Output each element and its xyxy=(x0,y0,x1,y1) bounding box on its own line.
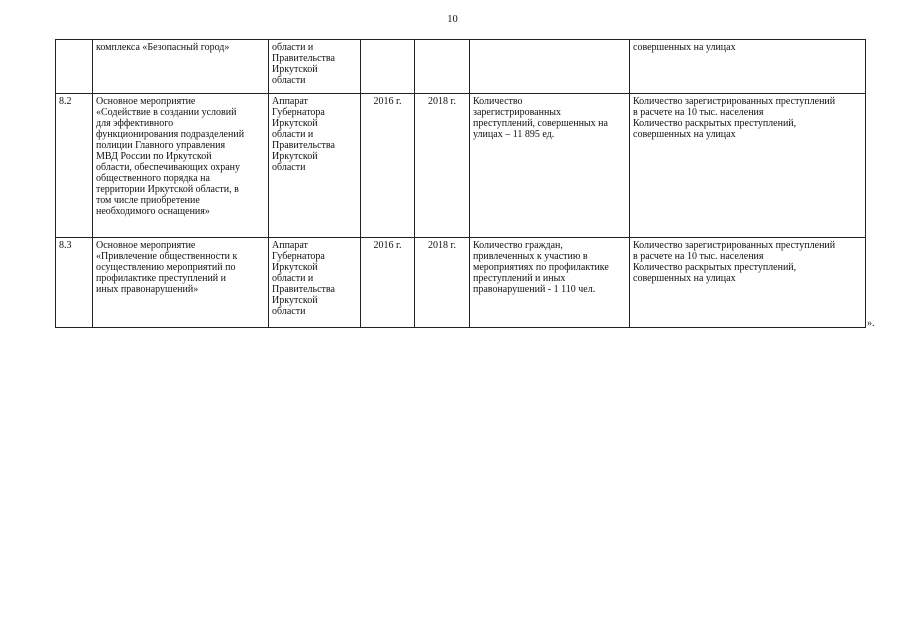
table-row xyxy=(56,94,866,238)
target-indicator-cell: Количество зарегистрированных преступлений в расчете на 10 тыс. населения Количество раскрытых преступлений, совершенных на улицах xyxy=(630,94,866,238)
measure-name-cell: Основное мероприятие «Содействие в создании условий для эффективного функционирования подразделений полиции Главного управления МВД России по Иркутской области, обеспечивающих охрану общественного порядка на территории Иркутской области, в том числе приобретение необходимого оснащения» xyxy=(93,94,269,238)
page-number: 10 xyxy=(447,14,458,25)
table-row xyxy=(56,40,866,94)
indicator-cell: Количество зарегистрированных преступлений, совершенных на улицах – 11 895 ед. xyxy=(470,94,630,238)
table-row xyxy=(56,238,866,328)
executor-cell: области и Правительства Иркутской области xyxy=(269,40,361,94)
row-number-cell: 8.2 xyxy=(56,94,93,238)
row-number-cell xyxy=(56,40,93,94)
start-year-cell: 2016 г. xyxy=(361,238,415,328)
start-year-cell xyxy=(361,40,415,94)
target-indicator-cell: Количество зарегистрированных преступлений в расчете на 10 тыс. населения Количество раскрытых преступлений, совершенных на улицах xyxy=(630,238,866,328)
program-table xyxy=(55,39,866,328)
executor-cell: Аппарат Губернатора Иркутской области и Правительства Иркутской области xyxy=(269,94,361,238)
end-year-cell: 2018 г. xyxy=(415,94,470,238)
executor-cell: Аппарат Губернатора Иркутской области и Правительства Иркутской области xyxy=(269,238,361,328)
target-indicator-cell: совершенных на улицах xyxy=(630,40,866,94)
measure-name-cell: комплекса «Безопасный город» xyxy=(93,40,269,94)
measure-name-cell: Основное мероприятие «Привлечение общественности к осуществлению мероприятий по профилактике преступлений и иных правонарушений» xyxy=(93,238,269,328)
indicator-cell: Количество граждан, привлеченных к участию в мероприятиях по профилактике преступлений и иных правонарушений - 1 110 чел. xyxy=(470,238,630,328)
start-year-cell: 2016 г. xyxy=(361,94,415,238)
row-number-cell: 8.3 xyxy=(56,238,93,328)
end-year-cell: 2018 г. xyxy=(415,238,470,328)
closing-quote: ». xyxy=(867,318,875,329)
end-year-cell xyxy=(415,40,470,94)
indicator-cell xyxy=(470,40,630,94)
